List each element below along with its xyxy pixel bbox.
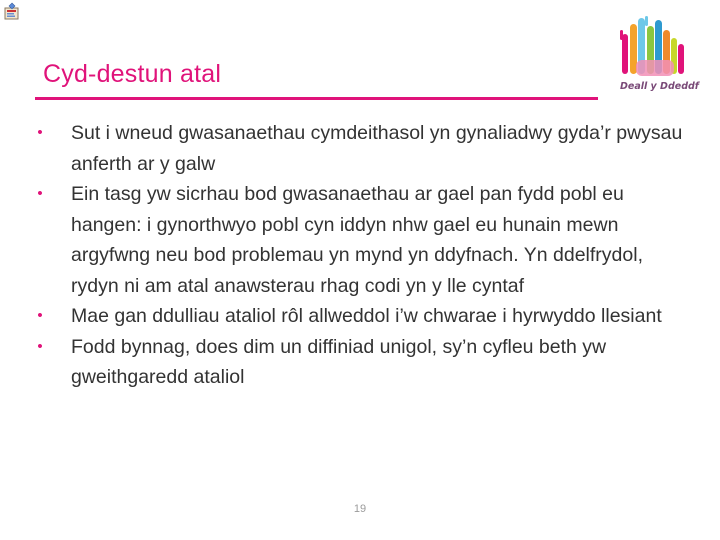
page-number: 19: [353, 503, 367, 515]
bullet-item: [30, 301, 690, 332]
bullet-list: [30, 118, 690, 393]
bullet-text: Mae gan ddulliau ataliol rôl allweddol i’w chwarae i hyrwyddo llesiant: [71, 305, 662, 327]
bullet-text: Ein tasg yw sicrhau bod gwasanaethau ar gael pan fydd pobl eu hangen: i gynorthwyo pobl cyn iddyn nhw gael eu hunain mewn argyfwng neu bod problemau yn mynd yn ddyfnach. Yn ddelfrydol, rydyn ni am atal anawsterau rhag codi yn y lle cyntaf: [71, 183, 643, 297]
bullet-text: Fodd bynnag, does dim un diffiniad unigol, sy’n cyfleu beth yw gweithgaredd ataliol: [71, 335, 607, 388]
title-underline: [35, 97, 598, 100]
slide-title: Cyd-destun atal: [43, 60, 222, 88]
logo-caption: Deall y Ddeddf: [620, 81, 699, 92]
presentation-icon: [2, 2, 24, 24]
bullet-marker: •: [37, 307, 43, 324]
bullet-item: [30, 332, 690, 393]
bullet-marker: •: [37, 185, 43, 202]
bullet-text: Sut i wneud gwasanaethau cymdeithasol yn gynaliadwy gyda’r pwysau anferth ar y galw: [71, 122, 683, 175]
bullet-marker: •: [37, 124, 43, 141]
bullet-item: [30, 179, 690, 301]
bullet-marker: •: [37, 337, 43, 355]
bullet-item: [30, 118, 690, 179]
